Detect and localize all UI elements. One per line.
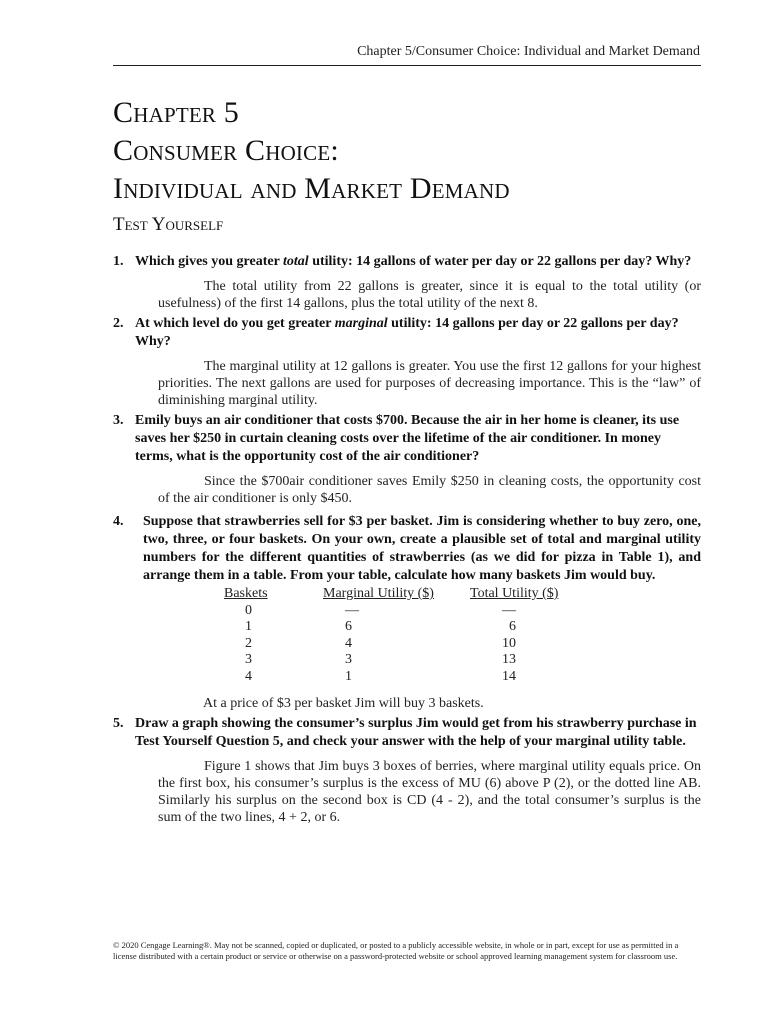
marginal-utility-cell: 3 — [345, 652, 352, 667]
answer-4-conclusion: At a price of $3 per basket Jim will buy 3 baskets. — [203, 696, 484, 711]
baskets-cell: 3 — [245, 652, 252, 667]
answer-2 — [158, 358, 701, 409]
question-text: Suppose that strawberries sell for $3 per basket. Jim is considering whether to buy zero, one, two, three, or four baskets. On your own, create a plausible set of total and marginal utility numbers for the different quantities of strawberries (as we did for pizza in Table 1), and arrange them in a table. From your table, calculate how many baskets Jim would buy. — [143, 514, 701, 583]
question-text-part: utility: 14 gallons per day or 22 gallons per day? Why? — [135, 316, 679, 349]
question-text: Draw a graph showing the consumer’s surplus Jim would get from his strawberry purchase in Test Yourself Question 5, and check your answer with the help of your marginal utility table. — [135, 716, 697, 749]
table-header-row — [224, 586, 570, 603]
answer-1 — [158, 278, 701, 312]
running-head: Chapter 5/Consumer Choice: Individual and Market Demand — [357, 44, 700, 59]
question-text — [135, 315, 701, 351]
question-3 — [113, 412, 701, 466]
chapter-number: Chapter 5 — [113, 96, 239, 129]
table-row — [224, 652, 570, 669]
question-number: 5. — [113, 716, 124, 731]
question-5 — [113, 715, 701, 751]
baskets-cell: 1 — [245, 619, 252, 634]
answer-text: Since the $700air conditioner saves Emily $250 in cleaning costs, the opportunity cost of the air conditioner is only $450. — [158, 474, 701, 506]
question-emphasis: marginal — [334, 316, 388, 331]
baskets-cell: 0 — [245, 602, 252, 618]
question-number: 4. — [113, 514, 124, 529]
question-text-part: utility: 14 gallons of water per day or 22 gallons per day? Why? — [308, 254, 692, 269]
total-utility-cell: 13 — [502, 652, 516, 667]
question-emphasis: total — [283, 254, 309, 269]
marginal-utility-cell: 1 — [345, 668, 352, 684]
section-title: Test Yourself — [113, 214, 224, 235]
total-utility-cell: — — [502, 602, 516, 618]
utility-table — [224, 586, 570, 685]
answer-3 — [158, 473, 701, 507]
table-row — [224, 603, 570, 620]
baskets-cell: 2 — [245, 635, 252, 651]
baskets-cell: 4 — [245, 668, 252, 684]
question-4 — [113, 513, 701, 585]
answer-text: The total utility from 22 gallons is greater, since it is equal to the total utility (or usefulness) of the first 14 gallons, plus the total utility of the next 8. — [158, 279, 701, 311]
column-header-baskets: Baskets — [224, 586, 268, 601]
answer-5 — [158, 758, 701, 826]
question-number: 1. — [113, 254, 124, 269]
question-text-part: At which level do you get greater — [135, 316, 335, 331]
table-row — [224, 636, 570, 653]
question-number: 2. — [113, 316, 124, 331]
copyright-footer: © 2020 Cengage Learning®. May not be scanned, copied or duplicated, or posted to a publicly accessible website, in whole or in part, except for use as permitted in a license distributed with a certain product or service or otherwise on a password-protected website or school approved learning management system for classroom use. — [113, 940, 679, 961]
table-row — [224, 669, 570, 686]
question-number: 3. — [113, 413, 124, 428]
chapter-title-line-1: Consumer Choice: — [113, 134, 339, 167]
header-rule — [113, 65, 701, 66]
column-header-marginal-utility: Marginal Utility ($) — [323, 586, 434, 601]
question-text — [135, 253, 701, 271]
question-text-part: Which gives you greater — [135, 254, 284, 269]
question-text: Emily buys an air conditioner that costs $700. Because the air in her home is cleaner, its use saves her $250 in curtain cleaning costs over the lifetime of the air conditioner. In money terms, what is the opportunity cost of the air conditioner? — [135, 413, 680, 464]
question-1 — [113, 253, 701, 271]
answer-text: Figure 1 shows that Jim buys 3 boxes of berries, where marginal utility equals price. On the first box, his consumer’s surplus is the excess of MU (6) above P (2), or the dotted line AB. Similarly his surplus on the second box is CD (4 - 2), and the total consumer’s surplus is the sum of the two lines, 4 + 2, or 6. — [158, 759, 701, 825]
chapter-title-line-2: Individual and Market Demand — [113, 172, 510, 205]
content — [113, 253, 701, 829]
column-header-total-utility: Total Utility ($) — [470, 586, 559, 601]
marginal-utility-cell: 6 — [345, 619, 352, 634]
marginal-utility-cell: 4 — [345, 635, 352, 651]
total-utility-cell: 10 — [502, 635, 516, 651]
answer-text: The marginal utility at 12 gallons is greater. You use the first 12 gallons for your highest priorities. The next gallons are used for purposes of decreasing importance. This is the “law” of diminishing marginal utility. — [158, 359, 701, 408]
marginal-utility-cell: — — [345, 602, 359, 618]
total-utility-cell: 14 — [502, 668, 516, 684]
chapter-title — [113, 94, 713, 208]
question-2 — [113, 315, 701, 351]
total-utility-cell: 6 — [509, 619, 516, 634]
table-row — [224, 619, 570, 636]
